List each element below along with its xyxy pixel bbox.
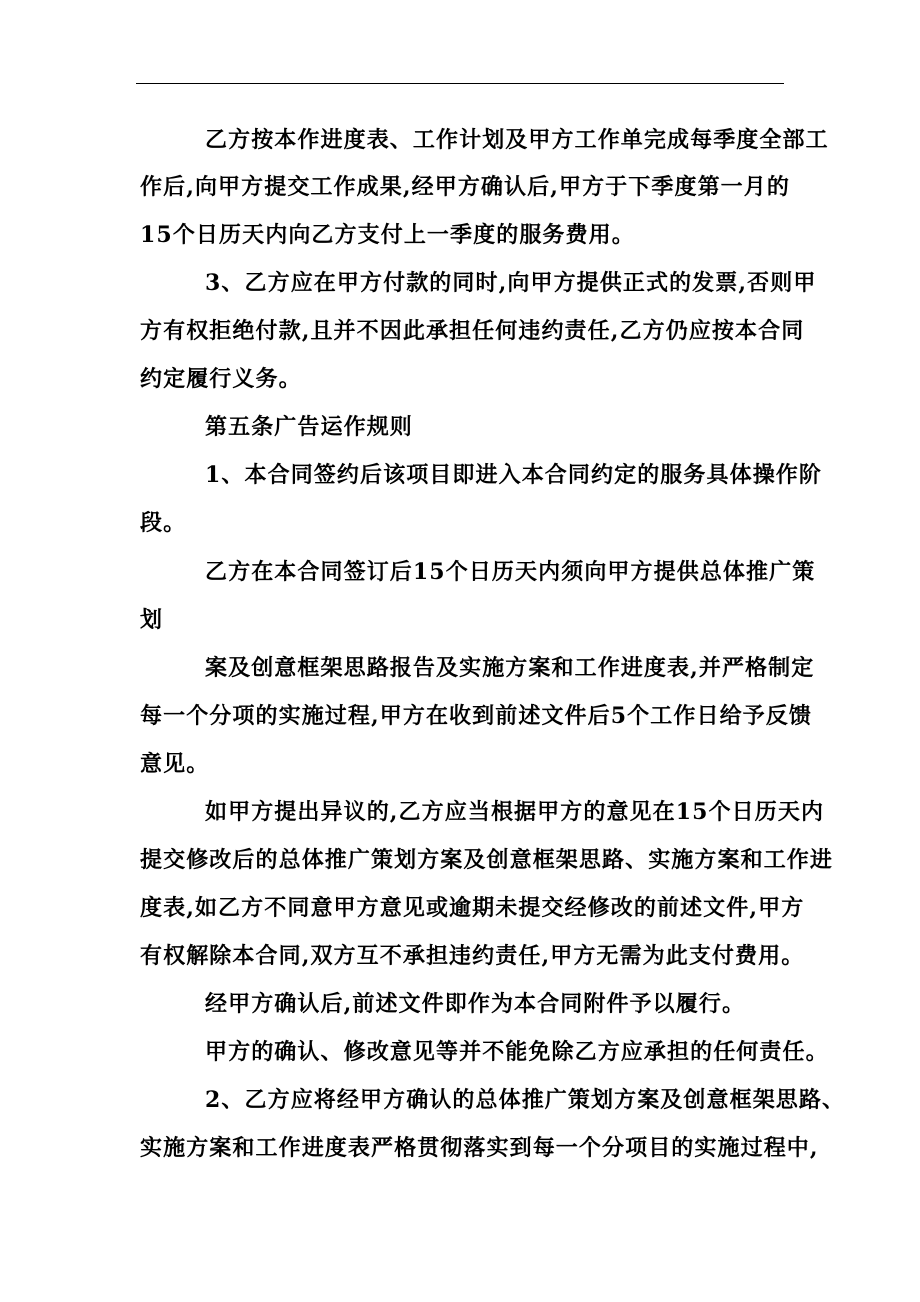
text-line-10: 乙方在本合同签订后15个日历天内须向甲方提供总体推广策 <box>205 559 816 585</box>
text-line-17: 度表,如乙方不同意甲方意见或逾期未提交经修改的前述文件,甲方 <box>140 895 805 921</box>
text-line-16: 提交修改后的总体推广策划方案及创意框架思路、实施方案和工作进 <box>140 847 834 873</box>
header-rule <box>136 83 784 84</box>
text-line-9: 段。 <box>140 510 187 536</box>
text-line-18: 有权解除本合同,双方互不承担违约责任,甲方无需为此支付费用。 <box>140 943 805 969</box>
text-line-22: 实施方案和工作进度表严格贯彻落实到每一个分项目的实施过程中, <box>140 1135 819 1161</box>
text-line-6: 约定履行义务。 <box>140 366 302 392</box>
text-line-20: 甲方的确认、修改意见等并不能免除乙方应承担的任何责任。 <box>205 1039 829 1065</box>
text-line-13: 每一个分项的实施过程,甲方在收到前述文件后5个工作日给予反馈 <box>140 703 812 729</box>
text-line-14: 意见。 <box>140 751 210 777</box>
text-line-19: 经甲方确认后,前述文件即作为本合同附件予以履行。 <box>205 991 746 1017</box>
section-heading: 第五条广告运作规则 <box>205 414 413 440</box>
text-line-15: 如甲方提出异议的,乙方应当根据甲方的意见在15个日历天内 <box>205 799 825 825</box>
text-line-21: 2、乙方应将经甲方确认的总体推广策划方案及创意框架思路、 <box>205 1087 846 1113</box>
text-line-12: 案及创意框架思路报告及实施方案和工作进度表,并严格制定 <box>205 655 815 681</box>
text-line-8: 1、本合同签约后该项目即进入本合同约定的服务具体操作阶 <box>205 462 823 488</box>
text-line-1: 乙方按本作进度表、工作计划及甲方工作单完成每季度全部工 <box>205 127 829 153</box>
text-line-3: 15个日历天内向乙方支付上一季度的服务费用。 <box>140 222 635 248</box>
text-line-4: 3、乙方应在甲方付款的同时,向甲方提供正式的发票,否则甲 <box>205 270 817 296</box>
text-line-5: 方有权拒绝付款,且并不因此承担任何违约责任,乙方仍应按本合同 <box>140 318 805 344</box>
text-line-2: 作后,向甲方提交工作成果,经甲方确认后,甲方于下季度第一月的 <box>140 174 790 200</box>
text-line-11: 划 <box>140 607 164 633</box>
